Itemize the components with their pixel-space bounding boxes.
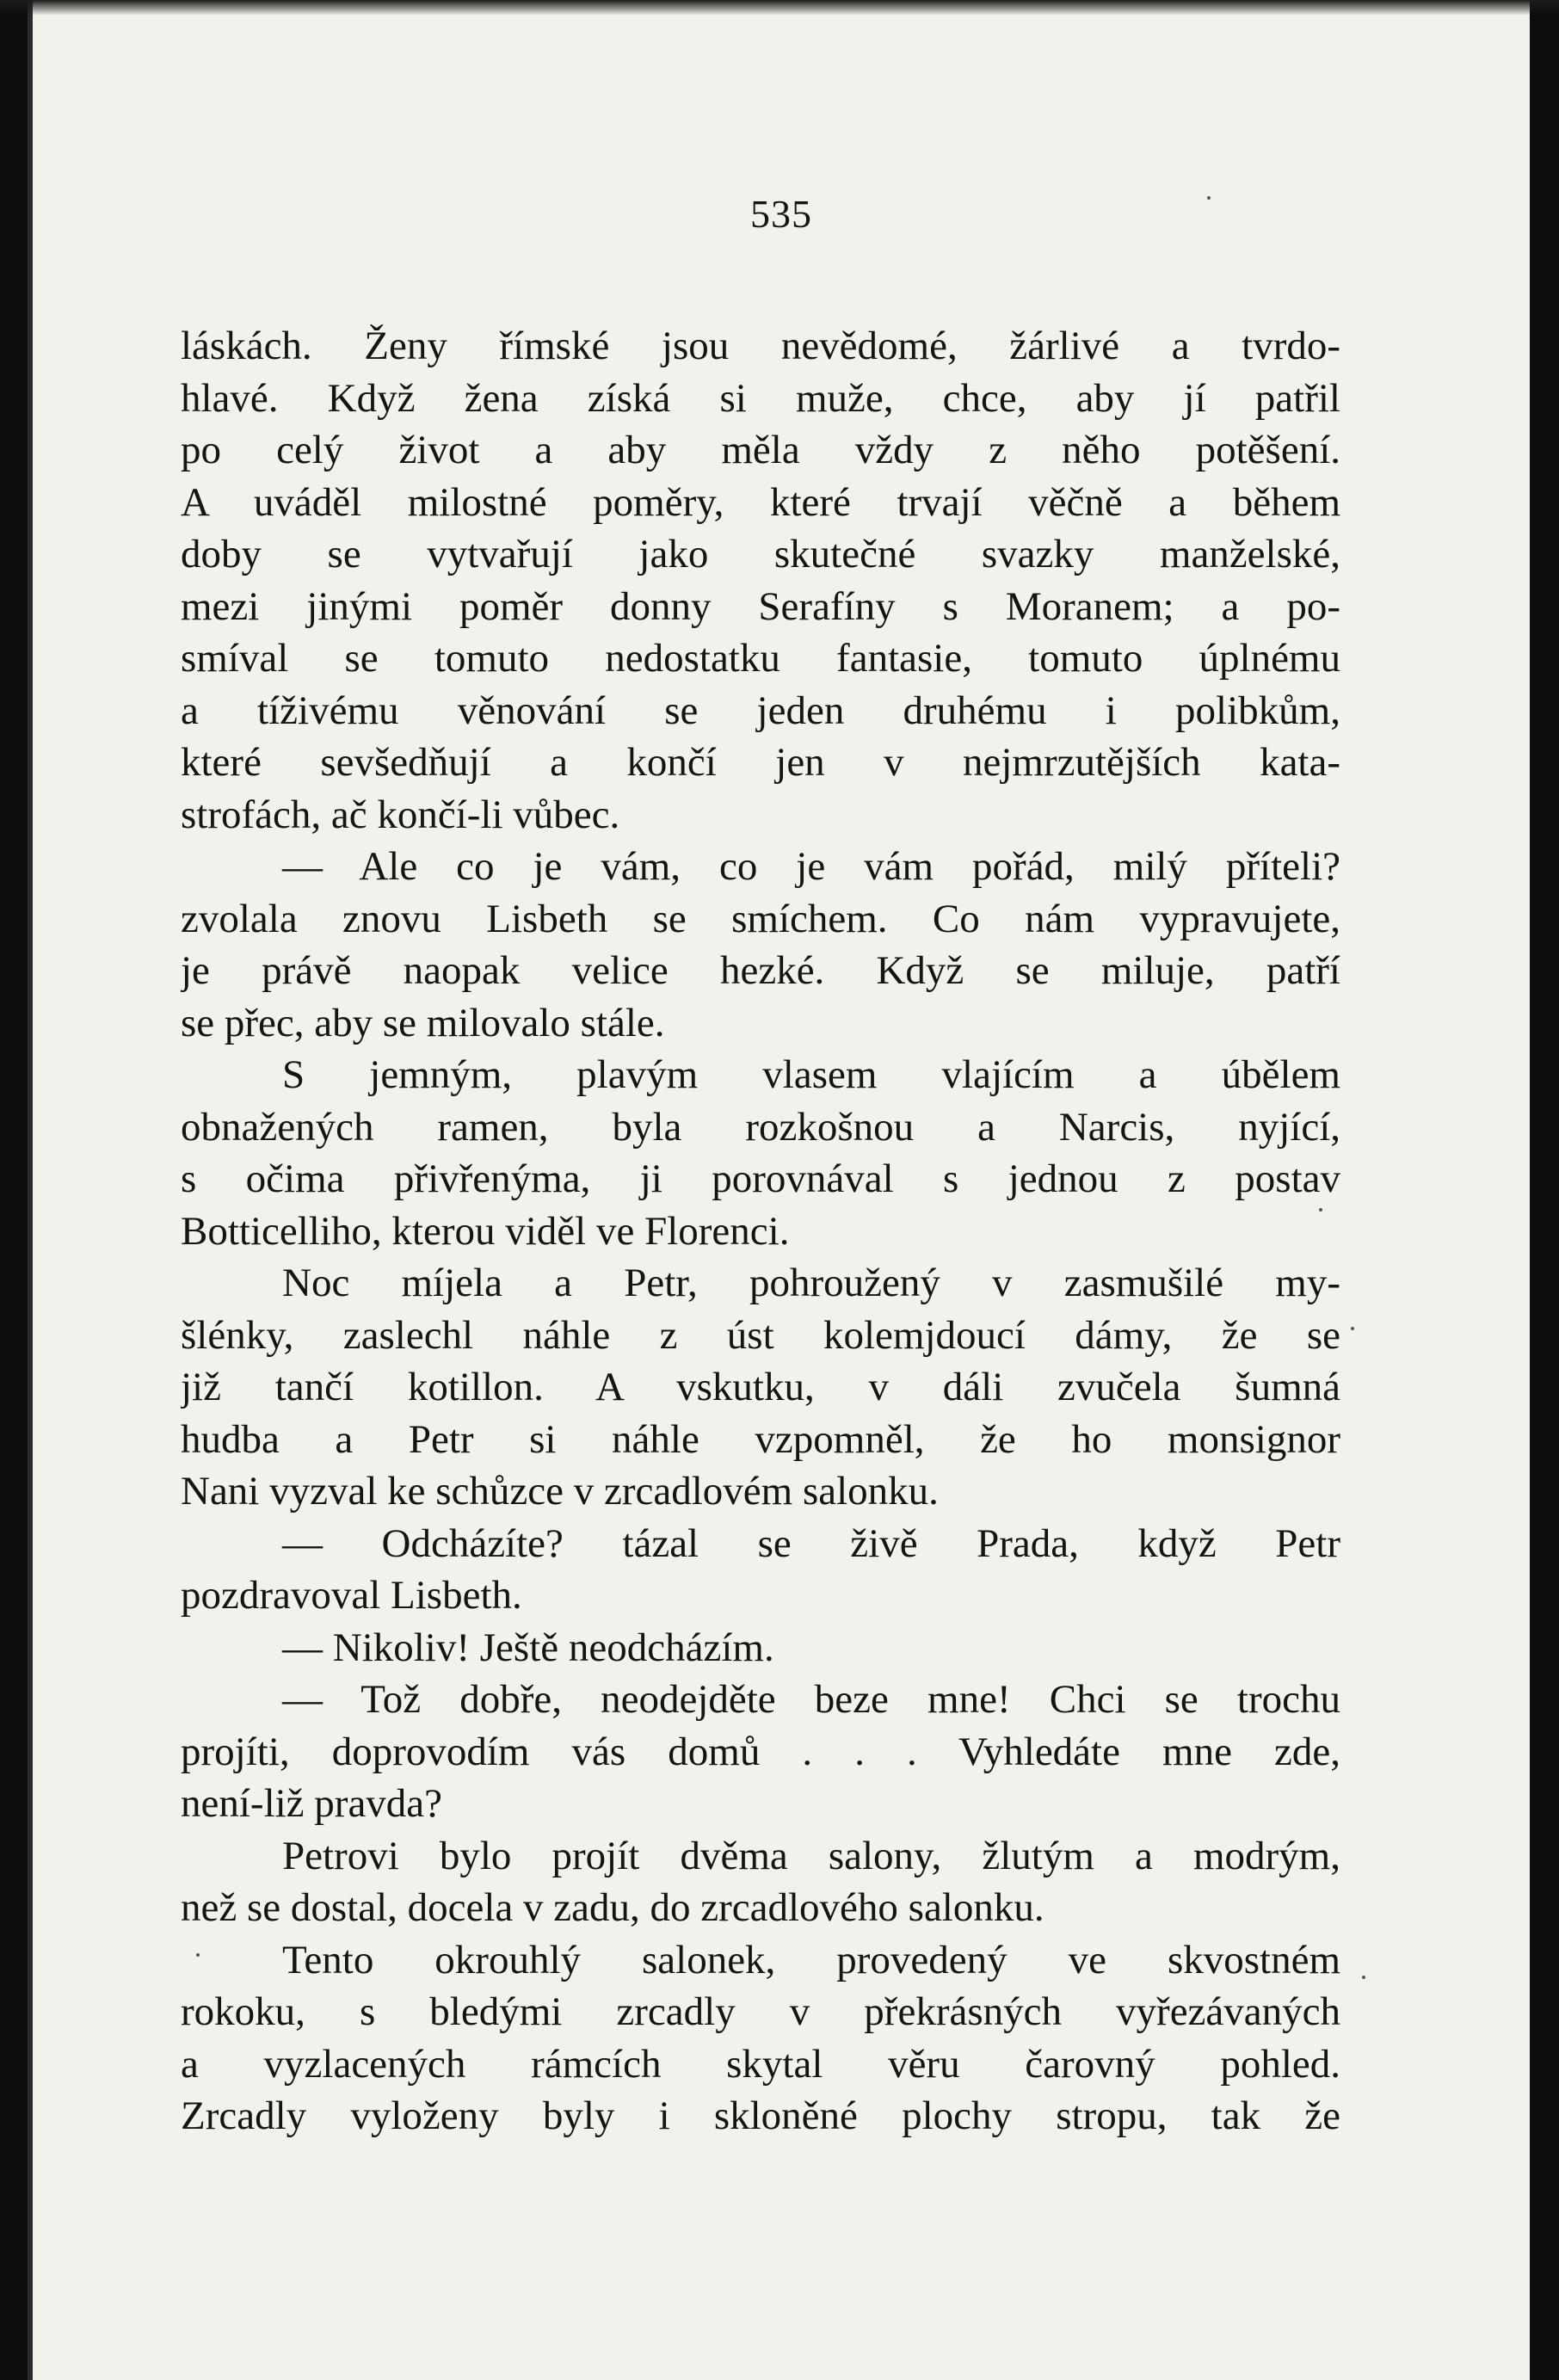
scan-border-left [0,0,33,2380]
text-line: Nani vyzval ke schůzce v zrcadlovém salonku. [181,1469,939,1514]
text-line: hlavé. Když žena získá si muže, chce, aby jí patřil [181,375,1340,421]
book-page [33,0,1530,2380]
text-line: je právě naopak velice hezké. Když se miluje, patří [181,948,1340,993]
text-line: hudba a Petr si náhle vzpomněl, že ho monsignor [181,1416,1340,1462]
text-line: Petrovi bylo projít dvěma salony, žlutým a modrým, [282,1833,1340,1878]
text-line: se přec, aby se milovalo stále. [181,1000,665,1045]
text-line: rokoku, s bledými zrcadly v překrásných vyřezávaných [181,1989,1340,2034]
text-line: mezi jinými poměr donny Serafíny s Moranem; a po- [181,583,1340,629]
text-line: projíti, doprovodím vás domů . . . Vyhledáte mne zde, [181,1729,1340,1774]
text-line: strofách, ač končí-li vůbec. [181,792,620,837]
text-line: — Nikoliv! Ještě neodcházím. [282,1625,774,1670]
text-line: které sevšedňují a končí jen v nejmrzutějších kata- [181,740,1340,785]
text-line: A uváděl milostné poměry, které trvají věčně a během [181,479,1340,525]
text-line: Noc míjela a Petr, pohroužený v zasmušilé my- [282,1261,1340,1305]
text-line: pozdravoval Lisbeth. [181,1573,522,1618]
print-speck [196,1953,200,1957]
text-line: obnažených ramen, byla rozkošnou a Narcis, nyjící, [181,1104,1340,1150]
text-line: — Tož dobře, neodejděte beze mne! Chci se trochu [282,1677,1340,1722]
print-speck [1319,1208,1322,1212]
text-line: smíval se tomuto nedostatku fantasie, tomuto úplnému [181,636,1340,681]
text-line: již tančí kotillon. A vskutku, v dáli zvučela šumná [181,1365,1340,1409]
text-line: S jemným, plavým vlasem vlajícím a úbělem [282,1052,1340,1097]
text-line: láskách. Ženy římské jsou nevědomé, žárlivé a tvrdo- [181,324,1340,368]
print-speck [1362,1976,1365,1979]
page-number: 535 [750,192,812,236]
text-line: není-liž pravda? [181,1781,443,1826]
scan-border-right [1530,0,1559,2380]
body-text [181,320,1340,2143]
text-line: a vyzlacených rámcích skytal věru čarovný pohled. [181,2041,1340,2087]
text-line: Zrcadly vyloženy byly i skloněné plochy stropu, tak že [181,2093,1340,2138]
text-line: než se dostal, docela v zadu, do zrcadlového salonku. [181,1885,1044,1930]
text-line: — Ale co je vám, co je vám pořád, milý příteli? [282,844,1340,889]
print-speck [1207,196,1211,200]
text-line: — Odcházíte? tázal se živě Prada, když Petr [282,1520,1340,1566]
text-line: s očima přivřenýma, ji porovnával s jednou z postav [181,1156,1340,1201]
text-line: zvolala znovu Lisbeth se smíchem. Co nám vypravujete, [181,896,1340,941]
text-line: a tíživému věnování se jeden druhému i polibkům, [181,687,1340,733]
text-line: Botticelliho, kterou viděl ve Florenci. [181,1208,790,1254]
text-line: doby se vytvařují jako skutečné svazky manželské, [181,532,1340,577]
text-line: po celý život a aby měla vždy z něho potěšení. [181,428,1340,472]
text-line: Tento okrouhlý salonek, provedený ve skvostném [282,1937,1340,1982]
text-line: šlénky, zaslechl náhle z úst kolemjdoucí dámy, že se [181,1312,1340,1358]
print-speck [1351,1327,1354,1330]
